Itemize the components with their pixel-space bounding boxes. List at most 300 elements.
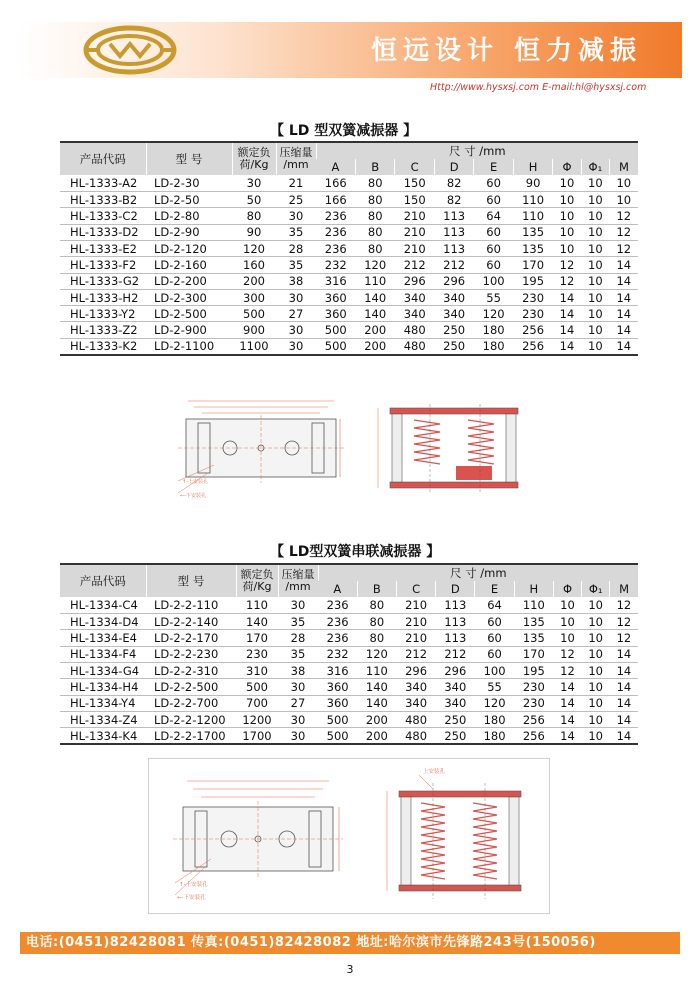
value-cell: 10: [559, 176, 575, 191]
col-header-dim: Φ: [553, 159, 581, 175]
drawing-frame-2: [148, 758, 550, 914]
value-cell: 150: [403, 192, 426, 207]
value-cell: 360: [326, 696, 349, 711]
value-cell: 135: [522, 241, 545, 256]
value-cell: 113: [444, 614, 467, 629]
product-code-cell: HL-1334-K4: [70, 728, 138, 743]
value-cell: 700: [246, 696, 268, 711]
table-row: [60, 208, 638, 224]
value-cell: 140: [364, 306, 387, 321]
value-cell: 135: [522, 631, 545, 646]
value-cell: 1700: [242, 728, 272, 743]
value-cell: 10: [616, 192, 632, 207]
value-cell: 14: [616, 712, 632, 727]
company-logo: [80, 22, 180, 78]
product-code-cell: HL-1333-E2: [70, 241, 138, 256]
value-cell: 500: [324, 323, 347, 338]
product-code-cell: HL-1333-F2: [70, 257, 137, 272]
value-cell: 256: [522, 712, 545, 727]
value-cell: 12: [560, 647, 575, 662]
value-cell: 12: [616, 209, 632, 224]
value-cell: 180: [482, 323, 505, 338]
value-cell: 10: [588, 241, 603, 256]
value-cell: 195: [522, 663, 545, 678]
table-row: [60, 614, 638, 630]
value-cell: 12: [616, 614, 632, 629]
value-cell: 38: [290, 663, 306, 678]
value-cell: 135: [522, 225, 545, 240]
value-cell: 35: [290, 647, 306, 662]
d1-top-hole-label: ↑-上安装孔: [182, 479, 208, 485]
col-header-dim: A: [316, 159, 355, 175]
value-cell: 10: [588, 631, 603, 646]
value-cell: 480: [405, 728, 428, 743]
value-cell: 236: [324, 209, 347, 224]
value-cell: 296: [443, 274, 466, 289]
product-code-cell: HL-1333-A2: [70, 176, 138, 191]
value-cell: 10: [588, 274, 603, 289]
value-cell: 210: [405, 598, 428, 613]
value-cell: 80: [367, 225, 383, 240]
value-cell: 14: [616, 274, 632, 289]
model-cell: LD-2-120: [154, 241, 207, 256]
value-cell: 340: [443, 290, 466, 305]
value-cell: 180: [483, 712, 506, 727]
value-cell: 480: [403, 323, 426, 338]
value-cell: 110: [246, 598, 268, 613]
table-row: [60, 322, 638, 338]
value-cell: 230: [522, 696, 545, 711]
value-cell: 64: [486, 209, 501, 224]
value-cell: 10: [588, 290, 603, 305]
value-cell: 12: [559, 257, 575, 272]
col-header-dim: D: [434, 159, 473, 175]
col-header-dim: H: [513, 159, 552, 175]
model-cell: LD-2-2-500: [154, 679, 219, 694]
value-cell: 500: [326, 712, 349, 727]
col-header-dim: B: [357, 581, 396, 597]
col-header-load: [236, 564, 278, 597]
col-header-dim: Φ₁: [581, 159, 609, 175]
product-code-cell: HL-1334-E4: [70, 631, 138, 646]
product-code-cell: HL-1333-C2: [70, 209, 138, 224]
col-header-load: [232, 142, 276, 175]
value-cell: 30: [288, 209, 304, 224]
value-cell: 38: [288, 274, 304, 289]
section-view-drawing-1: [370, 400, 540, 500]
value-cell: 14: [560, 679, 575, 694]
value-cell: 500: [324, 339, 347, 354]
value-cell: 120: [364, 257, 387, 272]
value-cell: 14: [616, 339, 632, 354]
table-row: [60, 662, 638, 678]
col-header-code: 产品代码: [60, 142, 146, 175]
col-header-dim: C: [395, 159, 434, 175]
value-cell: 212: [443, 257, 466, 272]
model-cell: LD-2-2-1700: [154, 728, 226, 743]
col-header-compress: [278, 564, 318, 597]
value-cell: 170: [522, 647, 545, 662]
value-cell: 80: [369, 631, 385, 646]
value-cell: 10: [560, 598, 575, 613]
value-cell: 212: [444, 647, 467, 662]
model-cell: LD-2-200: [154, 274, 207, 289]
col-header-dim: A: [318, 581, 357, 597]
value-cell: 10: [588, 176, 603, 191]
model-cell: LD-2-500: [154, 306, 207, 321]
value-cell: 340: [403, 306, 426, 321]
value-cell: 480: [403, 339, 426, 354]
product-code-cell: HL-1334-C4: [70, 598, 138, 613]
value-cell: 180: [482, 339, 505, 354]
value-cell: 82: [446, 176, 462, 191]
value-cell: 60: [486, 225, 501, 240]
value-cell: 200: [365, 712, 388, 727]
model-cell: LD-2-80: [154, 209, 200, 224]
col-header-model: 型 号: [146, 142, 232, 175]
col-header-code: 产品代码: [60, 564, 146, 597]
product-code-cell: HL-1334-H4: [70, 679, 139, 694]
value-cell: 10: [588, 614, 603, 629]
value-cell: 120: [365, 647, 388, 662]
brand-slogan: 恒远设计 恒力减振: [370, 36, 642, 66]
value-cell: 14: [616, 663, 632, 678]
value-cell: 340: [405, 679, 428, 694]
value-cell: 500: [243, 306, 265, 321]
value-cell: 300: [243, 290, 265, 305]
value-cell: 360: [324, 306, 347, 321]
value-cell: 230: [522, 679, 545, 694]
value-cell: 110: [365, 663, 388, 678]
value-cell: 166: [324, 176, 347, 191]
value-cell: 135: [522, 614, 545, 629]
value-cell: 250: [444, 712, 467, 727]
value-cell: 14: [560, 712, 575, 727]
table-row: [60, 338, 638, 354]
value-cell: 250: [443, 323, 466, 338]
value-cell: 14: [616, 696, 632, 711]
section-title-ld: 【 LD 型双簧减振器 】: [270, 123, 418, 139]
col-header-dim: M: [610, 159, 638, 175]
col-header-dims-group: 尺 寸 /mm: [318, 564, 638, 581]
d2-bottom-hole-label: ←-下安装孔: [177, 895, 206, 901]
col-header-dim: E: [475, 581, 514, 597]
value-cell: 10: [588, 647, 603, 662]
top-view-drawing-2: [163, 767, 353, 907]
value-cell: 10: [588, 257, 603, 272]
value-cell: 30: [290, 712, 306, 727]
value-cell: 340: [443, 306, 466, 321]
col-header-dim: Φ: [553, 581, 581, 597]
value-cell: 10: [588, 663, 603, 678]
value-cell: 100: [483, 663, 506, 678]
product-code-cell: HL-1333-B2: [70, 192, 138, 207]
value-cell: 30: [288, 339, 304, 354]
product-code-cell: HL-1333-H2: [70, 290, 139, 305]
value-cell: 30: [288, 290, 304, 305]
value-cell: 210: [403, 241, 426, 256]
value-cell: 28: [290, 631, 306, 646]
value-cell: 296: [444, 663, 467, 678]
value-cell: 210: [403, 225, 426, 240]
product-code-cell: HL-1334-Y4: [70, 696, 136, 711]
value-cell: 200: [364, 323, 387, 338]
value-cell: 82: [446, 192, 462, 207]
value-cell: 340: [444, 696, 467, 711]
value-cell: 170: [522, 257, 545, 272]
col-header-dim: E: [474, 159, 513, 175]
model-cell: LD-2-2-230: [154, 647, 219, 662]
col-header-compress-text: 压缩量 /mm: [279, 145, 313, 172]
value-cell: 10: [588, 209, 603, 224]
value-cell: 14: [616, 257, 632, 272]
value-cell: 250: [444, 728, 467, 743]
product-code-cell: HL-1334-G4: [70, 663, 140, 678]
model-cell: LD-2-300: [154, 290, 207, 305]
value-cell: 212: [405, 647, 428, 662]
col-header-compress: [276, 142, 316, 175]
product-code-cell: HL-1333-Y2: [70, 306, 136, 321]
value-cell: 10: [588, 679, 603, 694]
value-cell: 256: [522, 323, 545, 338]
value-cell: 230: [522, 306, 545, 321]
value-cell: 10: [560, 631, 575, 646]
col-header-model: 型 号: [146, 564, 236, 597]
model-cell: LD-2-2-700: [154, 696, 219, 711]
table-row: [60, 240, 638, 256]
value-cell: 21: [288, 176, 304, 191]
value-cell: 60: [487, 647, 502, 662]
value-cell: 80: [367, 176, 383, 191]
value-cell: 30: [290, 728, 306, 743]
value-cell: 60: [486, 192, 501, 207]
value-cell: 14: [616, 306, 632, 321]
value-cell: 120: [243, 241, 265, 256]
section-view-drawing-2: [379, 763, 539, 911]
value-cell: 27: [288, 306, 304, 321]
value-cell: 140: [365, 696, 388, 711]
value-cell: 10: [588, 728, 603, 743]
header-banner: [18, 22, 682, 78]
model-cell: LD-2-2-1200: [154, 712, 226, 727]
col-header-load-text: 额定负 荷/Kg: [240, 567, 274, 594]
value-cell: 1100: [239, 339, 269, 354]
value-cell: 230: [522, 290, 545, 305]
value-cell: 30: [246, 176, 262, 191]
col-header-dim: M: [610, 581, 638, 597]
value-cell: 200: [364, 339, 387, 354]
value-cell: 232: [326, 647, 349, 662]
value-cell: 110: [522, 209, 545, 224]
col-header-compress-text: 压缩量 /mm: [281, 567, 315, 594]
value-cell: 14: [616, 290, 632, 305]
value-cell: 232: [324, 257, 347, 272]
value-cell: 236: [324, 241, 347, 256]
product-code-cell: HL-1333-D2: [70, 225, 139, 240]
value-cell: 80: [367, 209, 383, 224]
value-cell: 10: [559, 192, 575, 207]
value-cell: 113: [444, 631, 467, 646]
value-cell: 14: [616, 323, 632, 338]
col-header-dim: C: [396, 581, 435, 597]
table-row: [60, 289, 638, 305]
value-cell: 60: [486, 241, 501, 256]
value-cell: 60: [486, 257, 501, 272]
col-header-load-text: 额定负 荷/Kg: [237, 145, 271, 172]
value-cell: 10: [588, 339, 603, 354]
value-cell: 64: [487, 598, 502, 613]
value-cell: 360: [324, 290, 347, 305]
value-cell: 25: [288, 192, 304, 207]
product-code-cell: HL-1334-Z4: [70, 712, 138, 727]
product-code-cell: HL-1333-G2: [70, 274, 140, 289]
value-cell: 12: [616, 241, 632, 256]
value-cell: 140: [364, 290, 387, 305]
value-cell: 10: [560, 614, 575, 629]
value-cell: 10: [588, 306, 603, 321]
value-cell: 210: [405, 614, 428, 629]
table-row: [60, 257, 638, 273]
value-cell: 27: [290, 696, 306, 711]
value-cell: 110: [522, 598, 545, 613]
col-header-dim: B: [355, 159, 394, 175]
product-code-cell: HL-1334-D4: [70, 614, 139, 629]
table-row: [60, 175, 638, 191]
contact-web-email: Http://www.hysxsj.com E-mail:hl@hysxsj.com: [430, 82, 647, 93]
value-cell: 55: [486, 290, 501, 305]
value-cell: 1200: [242, 712, 272, 727]
value-cell: 200: [243, 274, 265, 289]
spec-table-ld-series: [60, 563, 638, 745]
model-cell: LD-2-2-170: [154, 631, 219, 646]
value-cell: 160: [243, 257, 265, 272]
table-row: [60, 630, 638, 646]
value-cell: 10: [559, 241, 575, 256]
value-cell: 28: [288, 241, 304, 256]
value-cell: 360: [326, 679, 349, 694]
value-cell: 110: [364, 274, 387, 289]
top-view-drawing-1: [168, 393, 354, 503]
value-cell: 113: [443, 209, 466, 224]
value-cell: 10: [559, 225, 575, 240]
spec-table-ld: [60, 141, 638, 356]
table-row: [60, 646, 638, 662]
value-cell: 140: [246, 614, 268, 629]
model-cell: LD-2-160: [154, 257, 207, 272]
value-cell: 55: [487, 679, 502, 694]
col-header-dim: H: [514, 581, 553, 597]
value-cell: 296: [405, 663, 428, 678]
value-cell: 500: [246, 679, 268, 694]
value-cell: 480: [405, 712, 428, 727]
value-cell: 310: [246, 663, 268, 678]
value-cell: 296: [403, 274, 426, 289]
model-cell: LD-2-50: [154, 192, 200, 207]
value-cell: 120: [482, 306, 505, 321]
value-cell: 60: [487, 614, 502, 629]
table-row: [60, 679, 638, 695]
value-cell: 210: [403, 209, 426, 224]
model-cell: LD-2-2-110: [154, 598, 219, 613]
value-cell: 316: [324, 274, 347, 289]
value-cell: 10: [588, 323, 603, 338]
value-cell: 113: [443, 225, 466, 240]
table-row: [60, 597, 638, 613]
value-cell: 500: [326, 728, 349, 743]
value-cell: 12: [616, 225, 632, 240]
value-cell: 14: [616, 679, 632, 694]
table-row: [60, 306, 638, 322]
value-cell: 200: [365, 728, 388, 743]
value-cell: 250: [443, 339, 466, 354]
value-cell: 14: [616, 647, 632, 662]
value-cell: 236: [326, 598, 349, 613]
value-cell: 14: [559, 290, 575, 305]
value-cell: 340: [405, 696, 428, 711]
value-cell: 170: [246, 631, 268, 646]
value-cell: 180: [483, 728, 506, 743]
value-cell: 30: [290, 598, 306, 613]
value-cell: 10: [588, 598, 603, 613]
product-code-cell: HL-1333-K2: [70, 339, 138, 354]
value-cell: 50: [246, 192, 262, 207]
table-row: [60, 711, 638, 727]
value-cell: 10: [588, 712, 603, 727]
value-cell: 340: [403, 290, 426, 305]
value-cell: 80: [367, 192, 383, 207]
value-cell: 210: [405, 631, 428, 646]
value-cell: 10: [588, 225, 603, 240]
value-cell: 80: [246, 209, 262, 224]
value-cell: 140: [365, 679, 388, 694]
value-cell: 90: [525, 176, 541, 191]
value-cell: 166: [324, 192, 347, 207]
table-row: [60, 224, 638, 240]
table-row: [60, 695, 638, 711]
value-cell: 90: [246, 225, 262, 240]
model-cell: LD-2-2-140: [154, 614, 219, 629]
value-cell: 236: [324, 225, 347, 240]
value-cell: 30: [288, 323, 304, 338]
value-cell: 316: [326, 663, 349, 678]
model-cell: LD-2-30: [154, 176, 200, 191]
value-cell: 120: [483, 696, 506, 711]
value-cell: 30: [290, 679, 306, 694]
table-row: [60, 273, 638, 289]
value-cell: 340: [444, 679, 467, 694]
value-cell: 12: [559, 274, 575, 289]
value-cell: 230: [246, 647, 268, 662]
value-cell: 14: [560, 696, 575, 711]
value-cell: 35: [290, 614, 306, 629]
table-row: [60, 728, 638, 744]
col-header-dim: D: [436, 581, 475, 597]
value-cell: 14: [559, 306, 575, 321]
value-cell: 236: [326, 614, 349, 629]
col-header-dim: Φ₁: [582, 581, 610, 597]
value-cell: 113: [443, 241, 466, 256]
value-cell: 14: [616, 728, 632, 743]
d1-bottom-hole-label: ←-下安装孔: [180, 493, 206, 499]
model-cell: LD-2-900: [154, 323, 207, 338]
value-cell: 10: [588, 696, 603, 711]
value-cell: 12: [616, 631, 632, 646]
value-cell: 195: [522, 274, 545, 289]
d2-side-hole-label: 上安装孔: [423, 769, 446, 775]
value-cell: 14: [559, 339, 575, 354]
value-cell: 14: [560, 728, 575, 743]
value-cell: 900: [243, 323, 265, 338]
